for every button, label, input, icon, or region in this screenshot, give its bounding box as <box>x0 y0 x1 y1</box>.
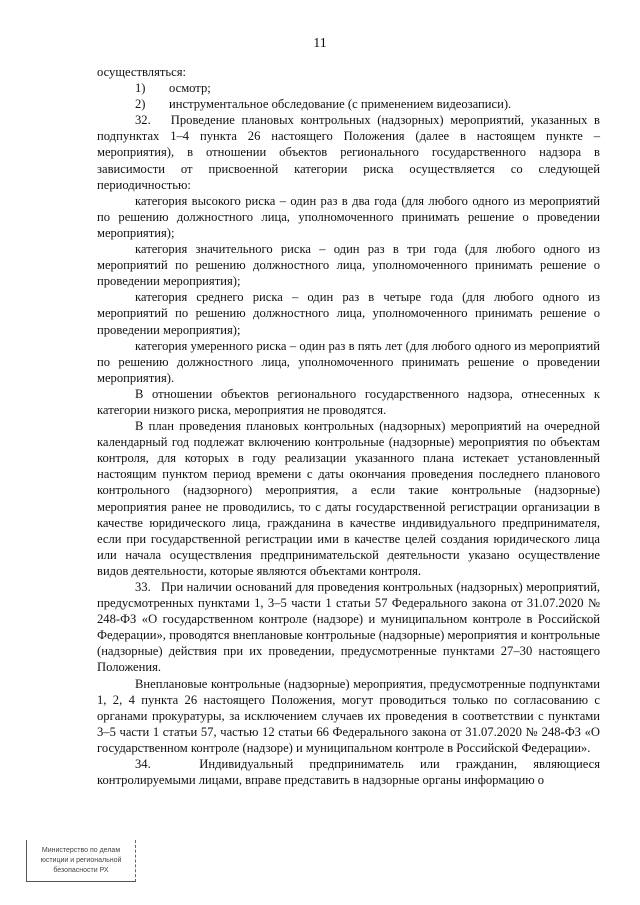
paragraph: 33. При наличии оснований для проведения контрольных (надзорных) мероприятий, предусмотренных пунктами 1, 3–5 части 1 статьи 57 Федерального закона от 31.07.2020 № 248-ФЗ «О государственном контроле (надзоре) и муниципальном контроле в Российской Федерации», проводятся внеплановые контрольные (надзорные) мероприятия и контрольные (надзорные) действия при их проведении, предусмотренные пунктами 27–30 настоящего Положения. <box>97 580 600 675</box>
paragraph: осуществляться: <box>97 65 187 79</box>
paragraph: В план проведения плановых контрольных (надзорных) мероприятий на очередной календарный год подлежат включению контрольные (надзорные) мероприятия по объектам контроля, для которых в году реализации указанного плана истекает установленный настоящим пунктом период времени с даты окончания проведения последнего планового контрольного (надзорного) мероприятия, а если такие контрольные (надзорные) мероприятия ранее не проводились, то с даты государственной регистрации организации в качестве юридического лица, гражданина в качестве индивидуального предпринимателя, если при государственной регистрации ими в качестве целей создания юридического лица или начала осуществления предпринимательской деятельности указано осуществление видов деятельности, которые являются объектами контроля. <box>97 419 600 578</box>
stamp-line-2: юстиции и региональной <box>40 857 122 864</box>
registration-stamp <box>26 840 136 882</box>
list-item <box>97 80 600 96</box>
paragraph: 34. Индивидуальный предприниматель или гражданин, являющиеся контролируемыми лицами, вправе представить в надзорные органы информацию о <box>97 757 600 788</box>
stamp-line-1: Министерство по делам <box>41 847 121 854</box>
page-number: 11 <box>313 36 327 51</box>
paragraph: В отношении объектов регионального государственного надзора, отнесенных к категории низкого риска, мероприятия не проводятся. <box>97 386 600 417</box>
paragraph: категория умеренного риска – один раз в пять лет (для любого одного из мероприятий по решению должностного лица, уполномоченного принимать решение о проведении мероприятия). <box>97 338 600 385</box>
paragraph: Внеплановые контрольные (надзорные) мероприятия, предусмотренные подпунктами 1, 2, 4 пункта 26 настоящего Положения, могут проводиться только по согласованию с органами прокуратуры, за исключением случаев их проведения в соответствии с пунктами 3–5 части 1 статьи 57, частью 12 статьи 66 Федерального закона от 31.07.2020 № 248-ФЗ «О государственном контроле (надзоре) и муниципальном контроле в Российской Федерации». <box>97 676 600 755</box>
document-body <box>97 64 600 788</box>
list-item-text: осмотр; <box>169 81 211 96</box>
stamp-line-3: безопасности РХ <box>53 867 109 874</box>
list-item-number: 1) <box>135 81 146 96</box>
list-item <box>97 96 600 112</box>
list-item-number: 2) <box>135 97 146 112</box>
list-item-text: инструментальное обследование (с применением видеозаписи). <box>169 97 512 112</box>
paragraph: категория среднего риска – один раз в четыре года (для любого одного из мероприятий по решению должностного лица, уполномоченного принимать решение о проведении мероприятия); <box>97 290 600 337</box>
paragraph: категория значительного риска – один раз в три года (для любого одного из мероприятий по решению должностного лица, уполномоченного принимать решение о проведении мероприятия); <box>97 242 600 289</box>
paragraph: категория высокого риска – один раз в два года (для любого одного из мероприятий по решению должностного лица, уполномоченного принимать решение о проведении мероприятия); <box>97 193 600 240</box>
paragraph: 32. Проведение плановых контрольных (надзорных) мероприятий, указанных в подпунктах 1–4 пункта 26 настоящего Положения (далее в настоящем пункте – мероприятия), в отношении объектов регионального государственного надзора в зависимости от присвоенной категории риска осуществляется со следующей периодичностью: <box>97 113 600 192</box>
